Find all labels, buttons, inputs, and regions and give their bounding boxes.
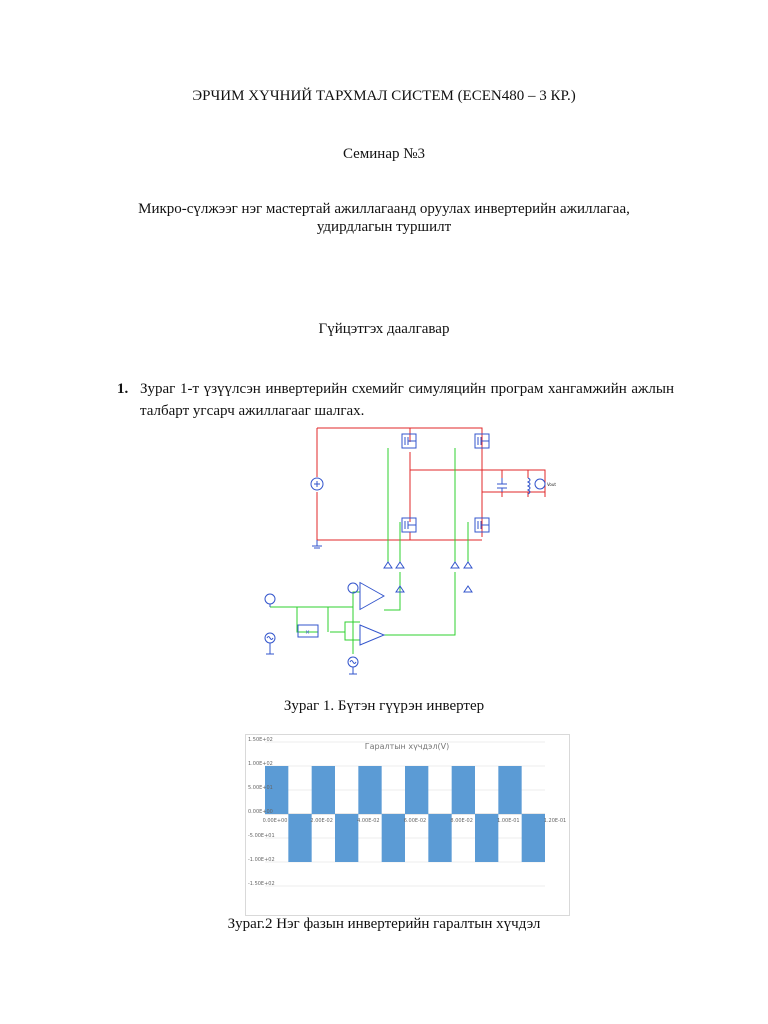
subtitle-line-1: Микро-сүлжээг нэг мастертай ажиллагаанд оруулах инвертерийн ажиллагаа, [138, 201, 630, 217]
comparator-icons [360, 583, 384, 646]
figure-1-caption: Зураг 1. Бүтэн гүүрэн инвертер [283, 698, 485, 714]
y-tick-label: -1.00E+02 [248, 857, 275, 863]
voltage-bar [335, 814, 358, 862]
task-text: Зураг 1-т үзүүлсэн инвертерийн схемийг симуляцийн програм хангамжийн ажлын талбарт угсарч ажиллагааг шалгах. [140, 381, 674, 419]
y-tick-label: -5.00E+01 [248, 833, 275, 839]
reference-source-icons [265, 583, 358, 674]
voltage-bar [312, 766, 335, 814]
y-tick-label: 1.00E+02 [248, 761, 273, 767]
y-tick-label: 0.00E+00 [248, 809, 273, 815]
y-tick-label: -1.50E+02 [248, 881, 275, 887]
output-voltage-chart [245, 734, 570, 916]
voltage-bar [452, 766, 475, 814]
voltage-bar [405, 766, 428, 814]
voltage-bar [382, 814, 405, 862]
x-tick-label: 1.00E-01 [497, 818, 520, 824]
x-tick-label: 1.20E-01 [543, 818, 567, 824]
x-tick-label: 4.00E-02 [357, 818, 380, 824]
document-subtitle [0, 200, 768, 236]
voltage-bar [475, 814, 498, 862]
voltage-bar [428, 814, 451, 862]
x-tick-label: 6.00E-02 [403, 818, 427, 824]
multiplier-label: × [305, 629, 311, 636]
x-tick-label: 2.00E-02 [310, 818, 333, 824]
voltage-bar [522, 814, 545, 862]
x-tick-label: 0.00E+00 [262, 818, 288, 824]
task-number: 1. [117, 381, 129, 397]
section-heading: Гүйцэтгэх даалгавар [318, 321, 450, 337]
inverter-circuit-diagram [250, 422, 570, 692]
gate-driver-icons [384, 562, 472, 592]
y-tick-label: 1.50E+02 [248, 737, 273, 743]
voltage-bar [498, 766, 521, 814]
power-wiring [317, 428, 545, 540]
x-tick-label: 8.00E-02 [450, 818, 473, 824]
seminar-number: Семинар №3 [342, 146, 426, 162]
y-tick-label: 5.00E+01 [248, 785, 273, 791]
mosfet-switch-icons [402, 434, 489, 532]
voltage-bar [288, 814, 311, 862]
chart-title: Гаралтын хүчдэл(V) [364, 742, 450, 751]
figure-2-caption: Зураг.2 Нэг фазын инвертерийн гаралтын хүчдэл [227, 916, 541, 932]
voltage-bar [358, 766, 381, 814]
subtitle-line-2: удирдлагын туршилт [316, 219, 452, 235]
control-wiring [270, 448, 468, 654]
document-title: ЭРЧИМ ХҮЧНИЙ ТАРХМАЛ СИСТЕМ (ECEN480 – 3 КР.) [192, 88, 576, 104]
vout-label: Vout [547, 482, 556, 487]
